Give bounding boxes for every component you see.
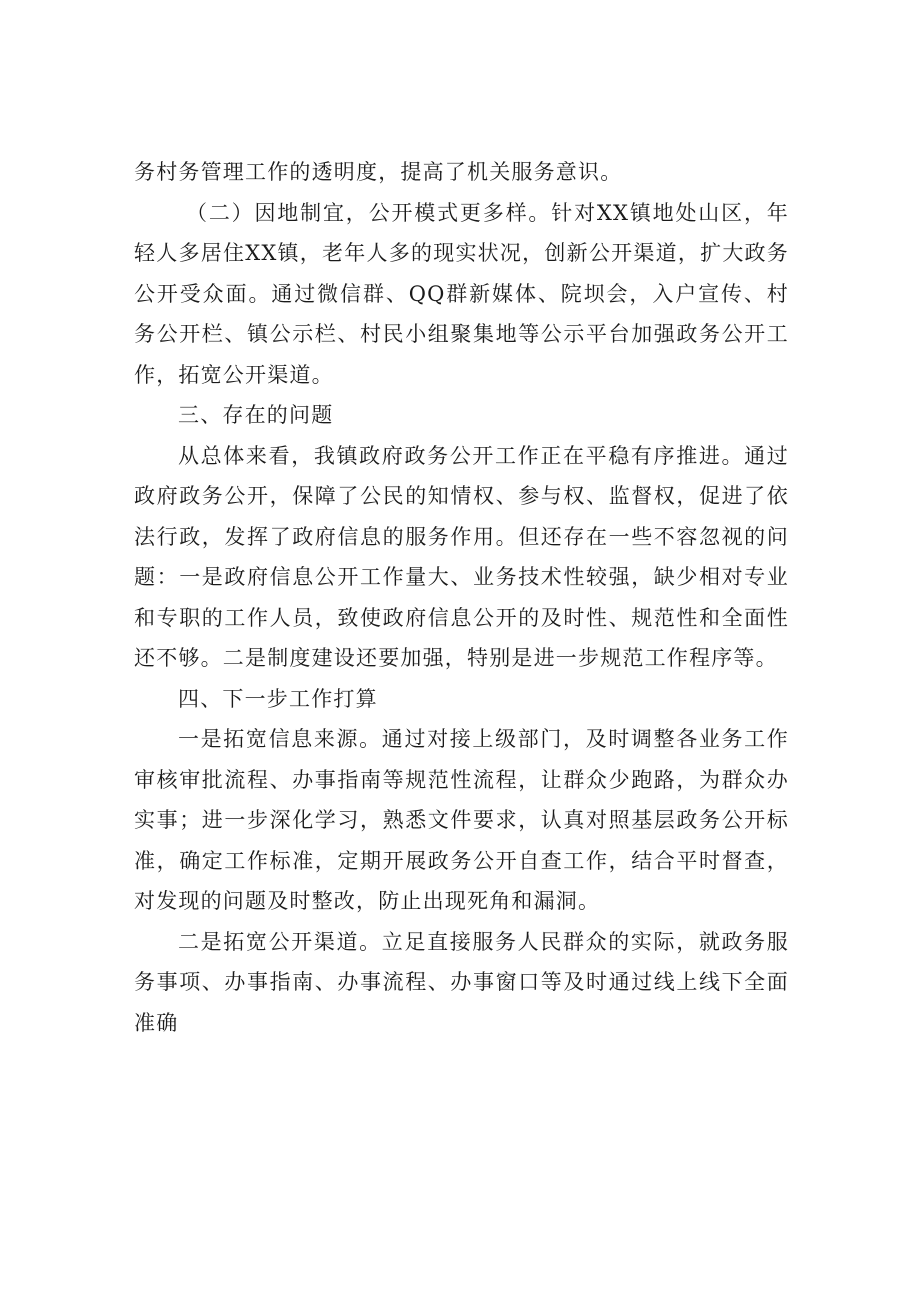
paragraph-subsection-two: （二）因地制宜，公开模式更多样。针对XX镇地处山区，年轻人多居住XX镇，老年人多的现实状况，创新公开渠道，扩大政务公开受众面。通过微信群、QQ群新媒体、院坝会，入户宣传、村务公开栏、镇公示栏、村民小组聚集地等公示平台加强政务公开工作，拓宽公开渠道。 (134, 200, 789, 387)
section-heading-four: 四、下一步工作打算 (178, 686, 378, 711)
document-body (134, 152, 789, 1043)
paragraph-existing-problems: 从总体来看，我镇政府政务公开工作正在平稳有序推进。通过政府政务公开，保障了公民的知情权、参与权、监督权，促进了依法行政，发挥了政府信息的服务作用。但还存在一些不容忽视的问题：一是政府信息公开工作量大、业务技术性较强，缺少相对专业和专职的工作人员，致使政府信息公开的及时性、规范性和全面性还不够。二是制度建设还要加强，特别是进一步规范工作程序等。 (134, 443, 789, 670)
paragraph-plan-two: 二是拓宽公开渠道。立足直接服务人民群众的实际，就政务服务事项、办事指南、办事流程、办事窗口等及时通过线上线下全面准确 (134, 929, 789, 1035)
paragraph-plan-one: 一是拓宽信息来源。通过对接上级部门，及时调整各业务工作审核审批流程、办事指南等规范性流程，让群众少跑路，为群众办实事；进一步深化学习，熟悉文件要求，认真对照基层政务公开标准，确定工作标准，定期开展政务公开自查工作，结合平时督查，对发现的问题及时整改，防止出现死角和漏洞。 (134, 727, 789, 913)
section-heading-three: 三、存在的问题 (178, 403, 334, 427)
paragraph-continuation: 务村务管理工作的透明度，提高了机关服务意识。 (134, 160, 623, 184)
